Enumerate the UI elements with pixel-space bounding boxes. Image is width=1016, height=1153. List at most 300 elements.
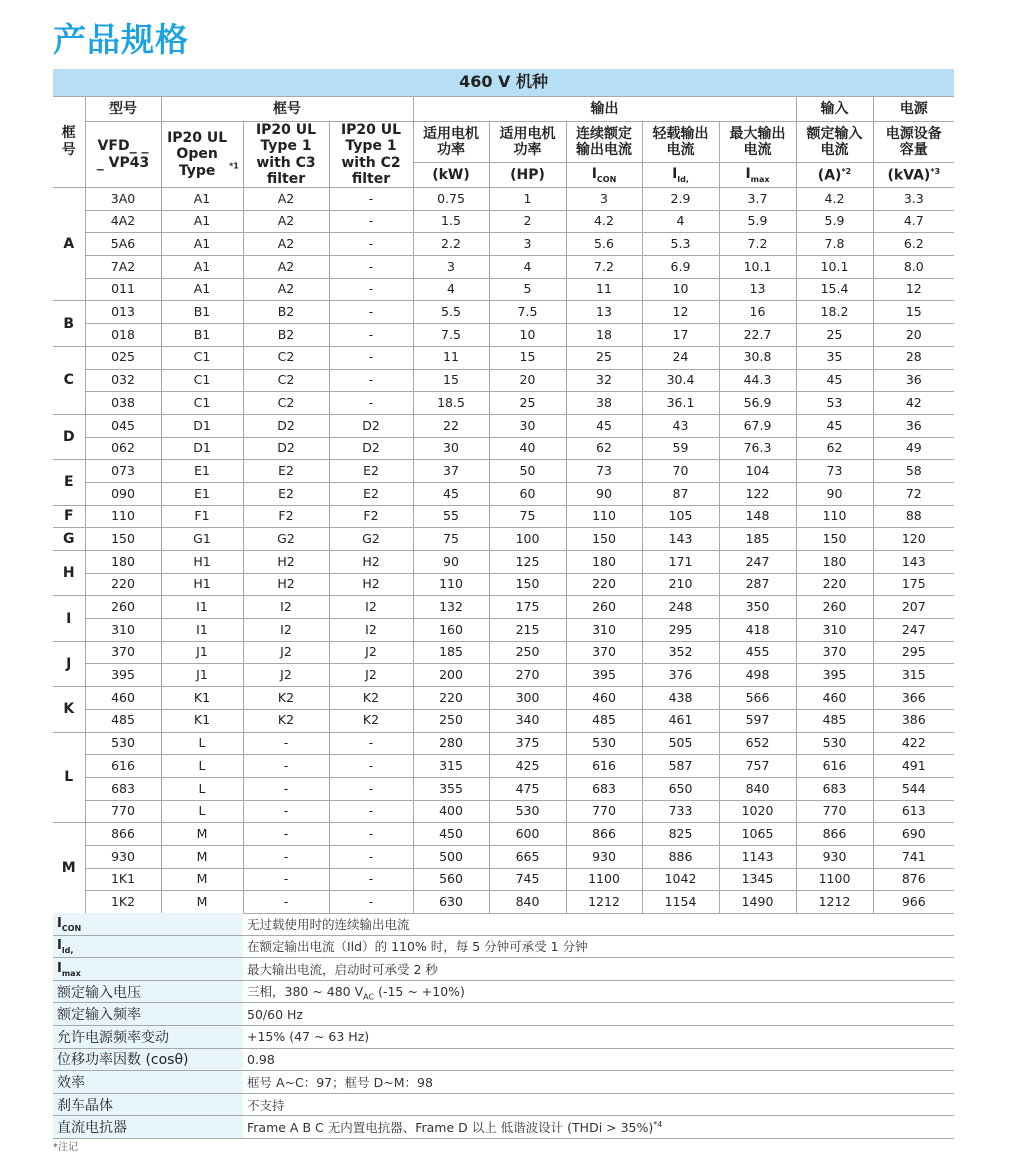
table-cell: A2 — [243, 188, 329, 211]
table-cell: 032 — [85, 369, 161, 392]
table-cell: A1 — [161, 256, 243, 279]
table-cell: K2 — [243, 709, 329, 732]
table-row — [53, 755, 954, 778]
table-cell: 270 — [489, 664, 566, 687]
table-cell: 38 — [566, 392, 642, 415]
table-row — [53, 709, 954, 732]
table-cell: 4.2 — [796, 188, 873, 211]
table-cell: C1 — [161, 392, 243, 415]
table-cell: 36 — [873, 414, 954, 437]
table-cell: 3 — [489, 233, 566, 256]
table-cell: 45 — [566, 414, 642, 437]
table-band-title: 460 V 机种 — [53, 69, 954, 97]
table-row — [53, 641, 954, 664]
table-cell: 110 — [85, 505, 161, 528]
table-cell: B1 — [161, 324, 243, 347]
table-cell: 248 — [642, 596, 719, 619]
table-cell: 475 — [489, 777, 566, 800]
notes-table — [53, 913, 954, 1139]
table-cell: 11 — [413, 346, 489, 369]
note-row — [53, 1025, 954, 1048]
table-cell: 90 — [413, 551, 489, 574]
table-row — [53, 233, 954, 256]
ip20-open-header — [161, 122, 243, 188]
table-cell: 4 — [642, 210, 719, 233]
table-cell: 210 — [642, 573, 719, 596]
table-cell: 36 — [873, 369, 954, 392]
table-cell: 485 — [85, 709, 161, 732]
table-cell: 613 — [873, 800, 954, 823]
note-row — [53, 1003, 954, 1026]
frame-group-cell: I — [53, 596, 85, 641]
table-cell: 24 — [642, 346, 719, 369]
table-cell: 10.1 — [796, 256, 873, 279]
table-cell: 013 — [85, 301, 161, 324]
table-cell: 587 — [642, 755, 719, 778]
table-cell: 45 — [796, 369, 873, 392]
table-cell: 5.9 — [796, 210, 873, 233]
table-row — [53, 868, 954, 891]
table-cell: 62 — [796, 437, 873, 460]
table-cell: 160 — [413, 619, 489, 642]
table-row — [53, 346, 954, 369]
table-cell: 110 — [796, 505, 873, 528]
table-cell: 60 — [489, 482, 566, 505]
table-cell: 1K1 — [85, 868, 161, 891]
table-cell: 683 — [796, 777, 873, 800]
frame-column-label: 框号 — [61, 125, 76, 158]
table-row — [53, 278, 954, 301]
note-row — [53, 1116, 954, 1139]
motor-hp-header — [489, 122, 566, 163]
table-cell: 28 — [873, 346, 954, 369]
table-cell: M — [161, 823, 243, 846]
table-cell: - — [329, 891, 413, 914]
table-cell: 100 — [489, 528, 566, 551]
table-cell: 122 — [719, 482, 796, 505]
table-cell: 45 — [413, 482, 489, 505]
table-row — [53, 256, 954, 279]
table-cell: 6.9 — [642, 256, 719, 279]
table-cell: 418 — [719, 619, 796, 642]
table-row — [53, 619, 954, 642]
table-cell: 7.8 — [796, 233, 873, 256]
table-row — [53, 188, 954, 211]
note-row — [53, 980, 954, 1003]
note-row — [53, 913, 954, 935]
icon-header — [566, 122, 642, 163]
table-cell: 375 — [489, 732, 566, 755]
table-cell: 247 — [719, 551, 796, 574]
table-cell: 310 — [566, 619, 642, 642]
note-value: 框号 A~C：97；框号 D~M：98 — [243, 1071, 954, 1094]
table-cell: 15 — [489, 346, 566, 369]
note-label: 允许电源频率变动 — [53, 1025, 243, 1048]
note-row — [53, 958, 954, 981]
table-cell: 25 — [489, 392, 566, 415]
table-cell: 0.75 — [413, 188, 489, 211]
table-cell: 683 — [85, 777, 161, 800]
table-cell: H1 — [161, 573, 243, 596]
type1-c2-header: IP20 UL Type 1 with C2 filter — [329, 122, 413, 188]
table-cell: M — [161, 891, 243, 914]
table-cell: K2 — [329, 687, 413, 710]
table-cell: 1154 — [642, 891, 719, 914]
table-cell: 25 — [796, 324, 873, 347]
table-cell: H1 — [161, 551, 243, 574]
hp-unit: (HP) — [489, 163, 566, 188]
table-cell: 045 — [85, 414, 161, 437]
frame-group-cell: G — [53, 528, 85, 551]
table-cell: 498 — [719, 664, 796, 687]
frame-group-cell: C — [53, 346, 85, 414]
ild-unit-sub: ld, — [677, 174, 689, 184]
table-cell: 150 — [566, 528, 642, 551]
table-cell: 5A6 — [85, 233, 161, 256]
table-cell: I2 — [329, 619, 413, 642]
icon-text: 连续额定输出电流 — [576, 125, 632, 158]
table-cell: 30.4 — [642, 369, 719, 392]
table-cell: G2 — [329, 528, 413, 551]
table-cell: L — [161, 777, 243, 800]
table-cell: 3 — [413, 256, 489, 279]
table-cell: 12 — [873, 278, 954, 301]
table-cell: 530 — [796, 732, 873, 755]
table-row — [53, 369, 954, 392]
table-cell: 120 — [873, 528, 954, 551]
input-unit: $(A)^{*2}$ — [796, 163, 873, 188]
table-cell: 150 — [85, 528, 161, 551]
table-cell: 395 — [85, 664, 161, 687]
table-cell: - — [329, 392, 413, 415]
table-cell: - — [243, 800, 329, 823]
table-cell: 20 — [489, 369, 566, 392]
table-cell: C2 — [243, 369, 329, 392]
table-row — [53, 732, 954, 755]
note-value: 50/60 Hz — [243, 1003, 954, 1026]
note-value: 三相，380 ~ 480 $V_{AC}$ (-15 ~ +10%) — [243, 980, 954, 1003]
table-cell: 425 — [489, 755, 566, 778]
table-cell: 8.0 — [873, 256, 954, 279]
table-cell: 30 — [489, 414, 566, 437]
frame-group-cell: D — [53, 414, 85, 459]
table-cell: 530 — [489, 800, 566, 823]
table-cell: 207 — [873, 596, 954, 619]
table-cell: 770 — [566, 800, 642, 823]
table-cell: 220 — [413, 687, 489, 710]
table-cell: 505 — [642, 732, 719, 755]
table-cell: J2 — [329, 641, 413, 664]
table-cell: 566 — [719, 687, 796, 710]
table-cell: 530 — [85, 732, 161, 755]
type1-c3-header: IP20 UL Type 1 with C3 filter — [243, 122, 329, 188]
table-cell: D1 — [161, 414, 243, 437]
table-cell: 215 — [489, 619, 566, 642]
table-cell: - — [329, 800, 413, 823]
table-cell: 43 — [642, 414, 719, 437]
table-cell: G1 — [161, 528, 243, 551]
table-cell: 1020 — [719, 800, 796, 823]
table-cell: 630 — [413, 891, 489, 914]
table-cell: 70 — [642, 460, 719, 483]
table-cell: I1 — [161, 596, 243, 619]
table-cell: 438 — [642, 687, 719, 710]
frame-group-cell: F — [53, 505, 85, 528]
table-cell: 366 — [873, 687, 954, 710]
table-cell: 7A2 — [85, 256, 161, 279]
table-cell: 1212 — [566, 891, 642, 914]
table-cell: 3A0 — [85, 188, 161, 211]
table-row — [53, 460, 954, 483]
table-cell: 287 — [719, 573, 796, 596]
table-cell: 260 — [566, 596, 642, 619]
page-title: 产品规格 — [53, 20, 189, 59]
table-cell: J2 — [243, 641, 329, 664]
table-cell: - — [243, 823, 329, 846]
table-row — [53, 551, 954, 574]
table-cell: 616 — [566, 755, 642, 778]
table-cell: 15 — [873, 301, 954, 324]
table-cell: 461 — [642, 709, 719, 732]
table-cell: - — [329, 188, 413, 211]
table-cell: 104 — [719, 460, 796, 483]
table-row — [53, 664, 954, 687]
table-cell: 87 — [642, 482, 719, 505]
table-cell: - — [329, 845, 413, 868]
table-cell: 75 — [489, 505, 566, 528]
table-cell: D2 — [243, 414, 329, 437]
table-cell: 175 — [489, 596, 566, 619]
table-cell: I2 — [243, 619, 329, 642]
note-label: 效率 — [53, 1071, 243, 1094]
table-cell: - — [243, 777, 329, 800]
table-cell: 1042 — [642, 868, 719, 891]
table-cell: 310 — [85, 619, 161, 642]
table-cell: E2 — [243, 460, 329, 483]
table-cell: 600 — [489, 823, 566, 846]
table-cell: 45 — [796, 414, 873, 437]
table-cell: 150 — [489, 573, 566, 596]
table-cell: 10 — [489, 324, 566, 347]
table-cell: 185 — [413, 641, 489, 664]
table-row — [53, 891, 954, 914]
table-cell: H2 — [243, 551, 329, 574]
note-value: 无过载使用时的连续输出电流 — [243, 913, 954, 935]
table-cell: 88 — [873, 505, 954, 528]
table-cell: 930 — [85, 845, 161, 868]
table-cell: A1 — [161, 233, 243, 256]
table-cell: I2 — [329, 596, 413, 619]
table-cell: 5.9 — [719, 210, 796, 233]
table-row — [53, 301, 954, 324]
table-cell: 876 — [873, 868, 954, 891]
table-cell: 825 — [642, 823, 719, 846]
note-value: +15% (47 ~ 63 Hz) — [243, 1025, 954, 1048]
table-cell: L — [161, 800, 243, 823]
table-cell: - — [329, 732, 413, 755]
table-cell: - — [329, 777, 413, 800]
kw-unit: (kW) — [413, 163, 489, 188]
table-cell: I1 — [161, 619, 243, 642]
frame-group-cell: L — [53, 732, 85, 823]
table-cell: 400 — [413, 800, 489, 823]
ild-unit: $I_{ld,}$ — [642, 163, 719, 188]
note-value: 不支持 — [243, 1093, 954, 1116]
table-cell: 966 — [873, 891, 954, 914]
table-row — [53, 437, 954, 460]
table-cell: 72 — [873, 482, 954, 505]
note-label: 直流电抗器 — [53, 1116, 243, 1139]
table-cell: B2 — [243, 301, 329, 324]
table-cell: - — [329, 210, 413, 233]
table-cell: 355 — [413, 777, 489, 800]
table-cell: J2 — [329, 664, 413, 687]
table-cell: 1100 — [796, 868, 873, 891]
table-cell: 395 — [796, 664, 873, 687]
table-cell: 90 — [796, 482, 873, 505]
table-cell: 886 — [642, 845, 719, 868]
table-cell: 49 — [873, 437, 954, 460]
table-cell: 10.1 — [719, 256, 796, 279]
ild-text: 轻载输出电流 — [652, 125, 709, 158]
table-cell: B2 — [243, 324, 329, 347]
table-cell: L — [161, 732, 243, 755]
table-cell: 4.2 — [566, 210, 642, 233]
table-cell: 32 — [566, 369, 642, 392]
table-cell: 30.8 — [719, 346, 796, 369]
table-cell: 352 — [642, 641, 719, 664]
footnote: *注记 — [53, 1142, 78, 1153]
table-cell: - — [243, 868, 329, 891]
table-cell: K1 — [161, 687, 243, 710]
table-cell: 247 — [873, 619, 954, 642]
table-cell: 175 — [873, 573, 954, 596]
table-cell: I2 — [243, 596, 329, 619]
table-cell: 13 — [566, 301, 642, 324]
table-cell: 150 — [796, 528, 873, 551]
table-cell: 018 — [85, 324, 161, 347]
input-current-header — [796, 122, 873, 163]
table-cell: 90 — [566, 482, 642, 505]
input-current-text: 额定输入电流 — [806, 125, 863, 158]
table-cell: 038 — [85, 392, 161, 415]
table-row — [53, 392, 954, 415]
table-cell: 295 — [873, 641, 954, 664]
table-cell: 450 — [413, 823, 489, 846]
table-cell: 1K2 — [85, 891, 161, 914]
table-cell: 757 — [719, 755, 796, 778]
table-cell: 485 — [796, 709, 873, 732]
table-cell: 7.5 — [413, 324, 489, 347]
table-cell: A1 — [161, 278, 243, 301]
table-cell: H2 — [329, 551, 413, 574]
table-cell: A2 — [243, 233, 329, 256]
table-cell: 395 — [566, 664, 642, 687]
table-cell: 683 — [566, 777, 642, 800]
table-cell: - — [329, 369, 413, 392]
table-cell: 42 — [873, 392, 954, 415]
table-cell: 62 — [566, 437, 642, 460]
frame-group-cell: M — [53, 823, 85, 914]
table-cell: 2.2 — [413, 233, 489, 256]
table-cell: - — [329, 823, 413, 846]
table-cell: - — [329, 324, 413, 347]
note-label: $I_{CON}$ — [53, 913, 243, 935]
table-cell: 10 — [642, 278, 719, 301]
input-unit-footnote: *2 — [841, 166, 852, 176]
table-cell: 025 — [85, 346, 161, 369]
ip20-open-text: IP20 UL Open Type — [167, 130, 228, 179]
table-row — [53, 777, 954, 800]
note-row — [53, 1048, 954, 1071]
table-cell: 1100 — [566, 868, 642, 891]
table-cell: 13 — [719, 278, 796, 301]
table-cell: 1212 — [796, 891, 873, 914]
table-cell: - — [243, 845, 329, 868]
table-cell: 3.3 — [873, 188, 954, 211]
table-cell: 300 — [489, 687, 566, 710]
table-cell: 315 — [413, 755, 489, 778]
table-cell: 460 — [796, 687, 873, 710]
table-cell: 7.5 — [489, 301, 566, 324]
motor-kw-text: 适用电机功率 — [423, 125, 479, 158]
table-cell: E2 — [329, 460, 413, 483]
table-cell: K1 — [161, 709, 243, 732]
table-cell: 5 — [489, 278, 566, 301]
power-header: 电源 — [873, 97, 954, 122]
table-cell: 690 — [873, 823, 954, 846]
table-cell: 455 — [719, 641, 796, 664]
table-cell: 148 — [719, 505, 796, 528]
table-cell: 370 — [566, 641, 642, 664]
table-cell: 260 — [796, 596, 873, 619]
table-cell: - — [243, 732, 329, 755]
table-cell: 650 — [642, 777, 719, 800]
table-cell: 59 — [642, 437, 719, 460]
table-cell: 132 — [413, 596, 489, 619]
table-cell: - — [243, 755, 329, 778]
table-cell: 25 — [566, 346, 642, 369]
table-cell: 073 — [85, 460, 161, 483]
table-cell: 295 — [642, 619, 719, 642]
table-cell: 15 — [413, 369, 489, 392]
table-cell: E1 — [161, 460, 243, 483]
table-cell: 2.9 — [642, 188, 719, 211]
table-cell: 16 — [719, 301, 796, 324]
frame-group-cell: J — [53, 641, 85, 686]
table-cell: C2 — [243, 392, 329, 415]
table-cell: 733 — [642, 800, 719, 823]
table-row — [53, 505, 954, 528]
table-cell: 1345 — [719, 868, 796, 891]
table-row — [53, 596, 954, 619]
frame-group-cell: E — [53, 460, 85, 505]
table-row — [53, 414, 954, 437]
table-cell: - — [329, 301, 413, 324]
table-cell: 741 — [873, 845, 954, 868]
table-cell: 143 — [642, 528, 719, 551]
frame-group-cell: H — [53, 551, 85, 596]
table-cell: 460 — [85, 687, 161, 710]
table-cell: 422 — [873, 732, 954, 755]
note-row — [53, 1071, 954, 1094]
table-cell: - — [329, 278, 413, 301]
table-cell: 665 — [489, 845, 566, 868]
table-cell: 180 — [796, 551, 873, 574]
table-cell: C1 — [161, 369, 243, 392]
note-value: 0.98 — [243, 1048, 954, 1071]
icon-unit-sub: CON — [596, 174, 617, 184]
